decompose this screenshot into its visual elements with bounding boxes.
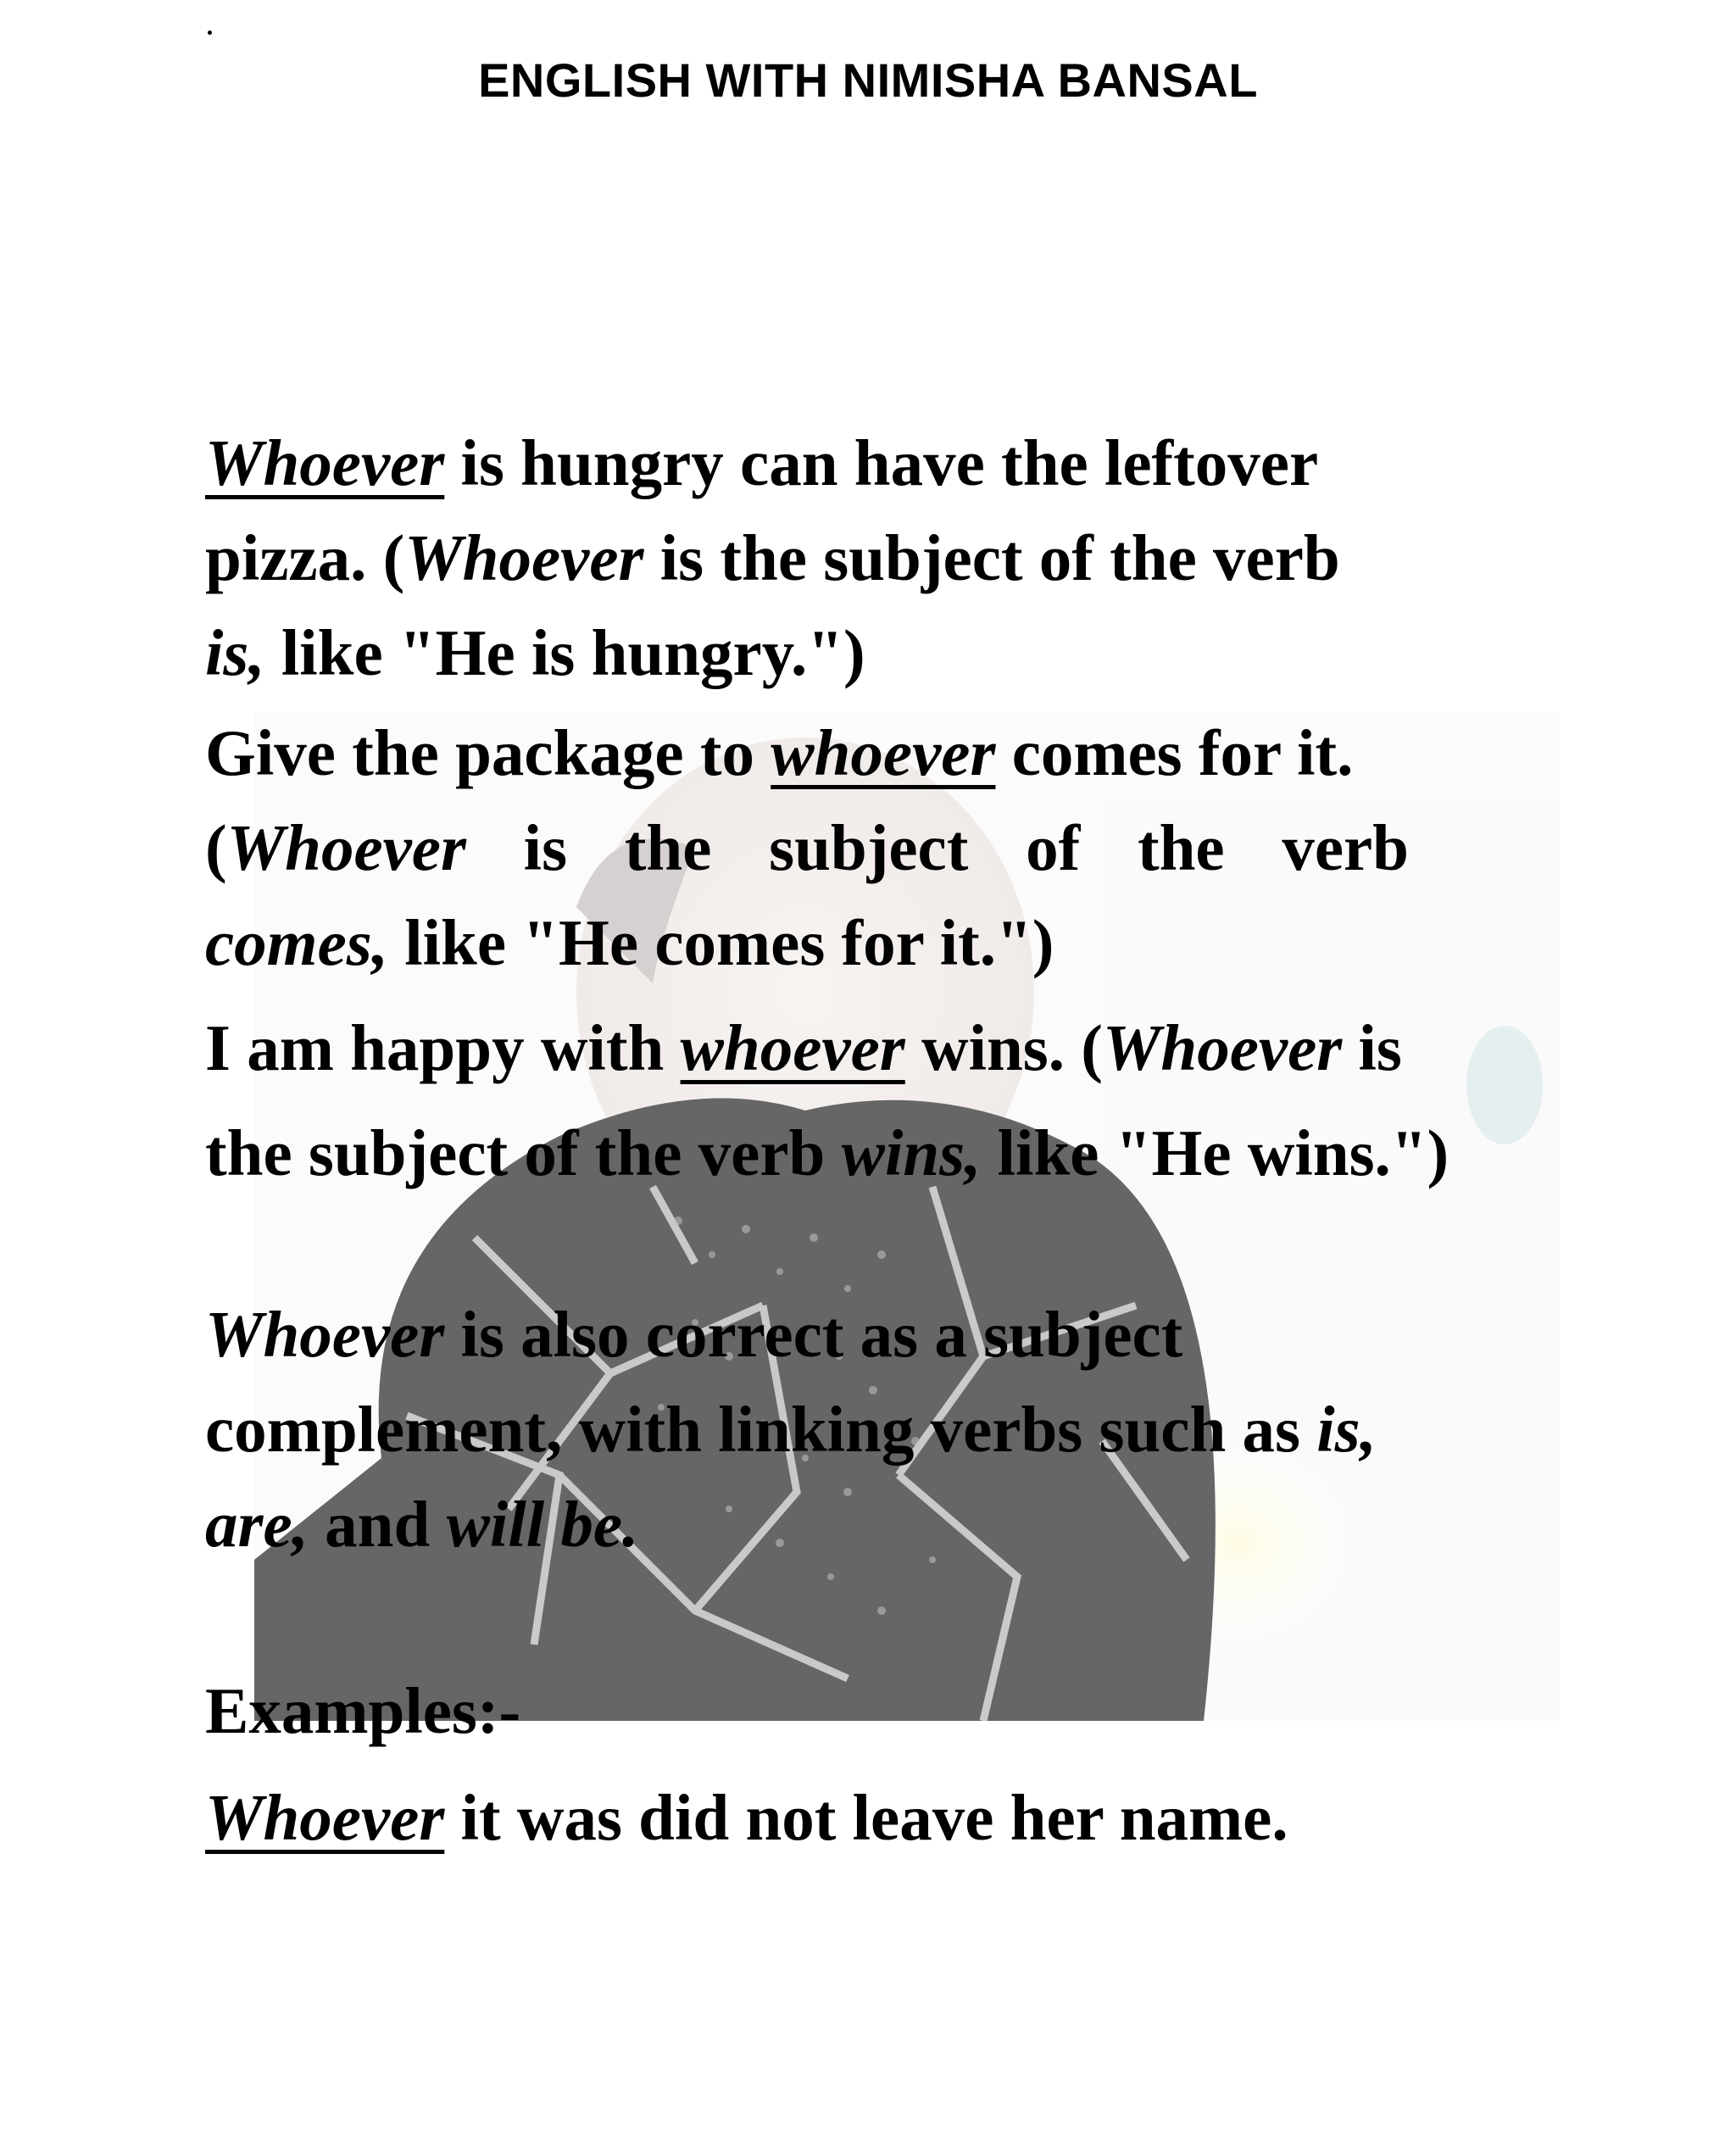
keyword-whoever: Whoever <box>205 426 445 499</box>
paragraph-2-line-3 <box>205 895 1477 990</box>
keyword-whoever: Whoever <box>205 1781 445 1854</box>
text-span: ( <box>205 811 227 884</box>
document-body <box>205 415 1477 1865</box>
text-span: I am happy with <box>205 1011 681 1084</box>
italic-word: Whoever <box>226 811 466 884</box>
keyword-whoever: whoever <box>680 1011 905 1084</box>
text-span: like "He is hungry.") <box>264 616 865 689</box>
paragraph-4-line-2 <box>205 1382 1477 1477</box>
paragraph-4-line-3 <box>205 1477 1477 1572</box>
text-span: is also correct as a subject <box>444 1298 1183 1371</box>
paragraph-1-line-3 <box>205 605 1477 700</box>
corner-dot <box>208 31 212 35</box>
text-span: is <box>1342 1011 1402 1084</box>
italic-word: Whoever <box>1102 1011 1343 1084</box>
italic-word: Whoever <box>205 1298 445 1371</box>
text-span: and <box>308 1488 447 1561</box>
paragraph-1 <box>205 415 1477 700</box>
text-span: like "He comes for it.") <box>387 906 1054 979</box>
paragraph-3-line-1 <box>205 995 1477 1100</box>
italic-word: comes, <box>205 906 388 979</box>
italic-word: is, <box>1316 1393 1377 1466</box>
text-span: it was did not leave her name. <box>444 1781 1288 1854</box>
paragraph-2 <box>205 705 1477 990</box>
example-sentence-1 <box>205 1770 1477 1865</box>
example-line-1 <box>205 1770 1477 1865</box>
text-span: pizza. ( <box>205 521 405 594</box>
italic-word: Whoever <box>404 521 644 594</box>
text-span: like "He wins.") <box>981 1116 1449 1189</box>
paragraph-1-line-1 <box>205 415 1477 510</box>
text-span: is the subject of the verb <box>465 811 1409 884</box>
italic-word: is, <box>205 616 265 689</box>
text-span: wins. ( <box>904 1011 1103 1084</box>
spacer <box>205 1572 1477 1660</box>
paragraph-3 <box>205 995 1477 1205</box>
text-span: Give the package to <box>205 716 771 789</box>
spacer <box>205 1205 1477 1287</box>
text-span: is hungry can have the leftover <box>444 426 1319 499</box>
text-span: complement, with linking verbs such as <box>205 1393 1317 1466</box>
page-header: ENGLISH WITH NIMISHA BANSAL <box>478 53 1258 107</box>
paragraph-4-line-1 <box>205 1287 1477 1382</box>
italic-word: will be. <box>446 1488 639 1561</box>
italic-word: are, <box>205 1488 309 1561</box>
paragraph-2-line-1 <box>205 705 1477 800</box>
text-span: is the subject of the verb <box>643 521 1340 594</box>
paragraph-4 <box>205 1287 1477 1572</box>
text-span: comes for it. <box>995 716 1354 789</box>
paragraph-1-line-2 <box>205 510 1477 605</box>
keyword-whoever: whoever <box>771 716 996 789</box>
italic-word: wins, <box>841 1116 982 1189</box>
paragraph-3-line-2 <box>205 1100 1477 1205</box>
text-span: the subject of the verb <box>205 1116 842 1189</box>
paragraph-2-line-2 <box>205 800 1409 895</box>
examples-heading: Examples:- <box>205 1674 521 1747</box>
